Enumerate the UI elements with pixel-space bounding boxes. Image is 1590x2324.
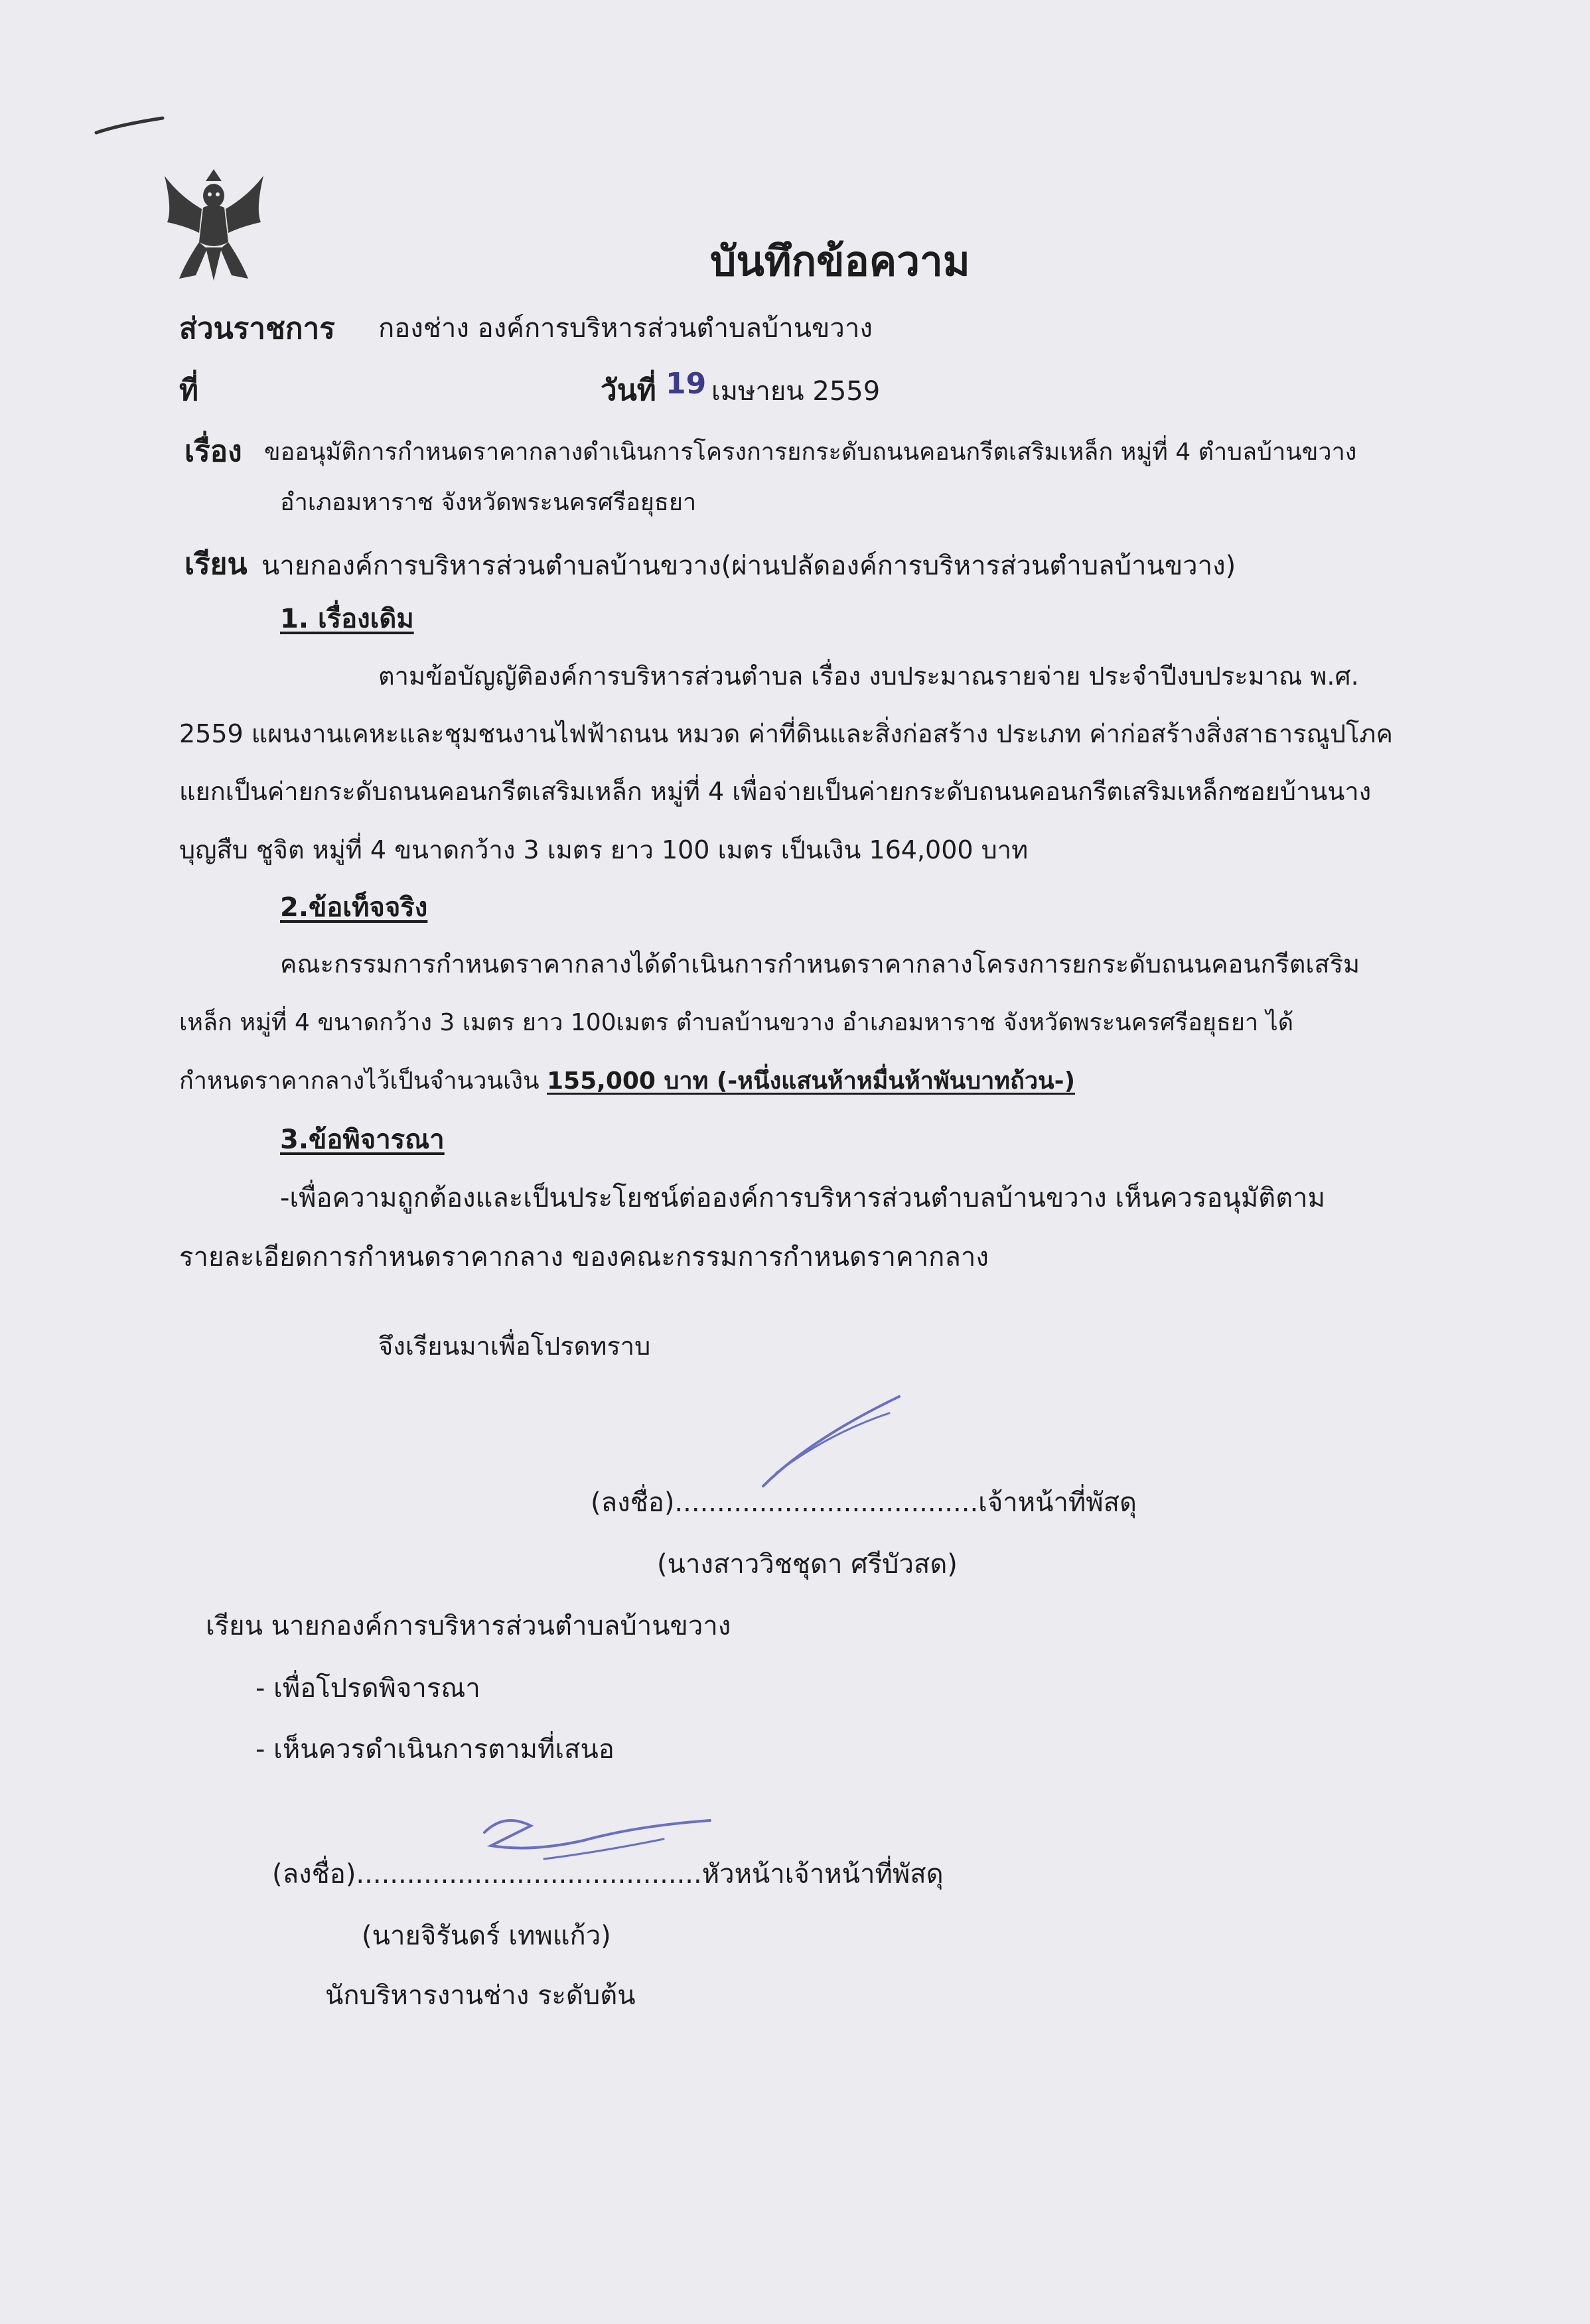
agency-label: ส่วนราชการ [179, 312, 335, 346]
section1-line: แยกเป็นค่ายกระดับถนนคอนกรีตเสริมเหล็ก หมู่ที่ 4 เพื่อจ่ายเป็นค่ายกระดับถนนคอนกรีตเสริมเหล็กซอยบ้านนาง [179, 777, 1372, 806]
section1-heading: 1. เรื่องเดิม [280, 604, 414, 634]
endorsement-to: เรียน นายกองค์การบริหารส่วนตำบลบ้านขวาง [206, 1611, 731, 1641]
garuda-emblem-icon [159, 169, 269, 282]
signer2-position: นักบริหารงานช่าง ระดับต้น [325, 1980, 636, 2011]
subject-label: เรื่อง [184, 435, 242, 468]
section2-line: เหล็ก หมู่ที่ 4 ขนาดกว้าง 3 เมตร ยาว 100เมตร ตำบลบ้านขวาง อำเภอมหาราช จังหวัดพระนครศรีอยุธยา ได้ [179, 1009, 1294, 1036]
closing-text: จึงเรียนมาเพื่อโปรดทราบ [378, 1332, 651, 1361]
section2-amount: 155,000 บาท (-หนึ่งแสนห้าหมื่นห้าพันบาทถ้วน-) [547, 1067, 1076, 1095]
to-value: นายกองค์การบริหารส่วนตำบลบ้านขวาง(ผ่านปลัดองค์การบริหารส่วนตำบลบ้านขวาง) [261, 551, 1236, 581]
doc-number-label: ที่ [179, 374, 199, 407]
signature-1 [750, 1393, 922, 1493]
memo-title: บันทึกข้อความ [710, 237, 970, 285]
signer1-name: (นางสาววิชชุดา ศรีบัวสด) [657, 1549, 958, 1580]
section2-heading: 2.ข้อเท็จจริง [280, 892, 428, 923]
signer1-sign-line: (ลงชื่อ)....................................เจ้าหน้าที่พัสดุ [591, 1487, 1137, 1518]
pen-mark [93, 113, 166, 139]
section1-line: บุญสืบ ชูจิต หมู่ที่ 4 ขนาดกว้าง 3 เมตร ยาว 100 เมตร เป็นเงิน 164,000 บาท [179, 835, 1029, 864]
section3-line: -เพื่อความถูกต้องและเป็นประโยชน์ต่อองค์การบริหารส่วนตำบลบ้านขวาง เห็นควรอนุมัติตาม [280, 1183, 1325, 1213]
signer2-sign-line: (ลงชื่อ).........................................หัวหน้าเจ้าหน้าที่พัสดุ [272, 1859, 944, 1889]
date-month-year: เมษายน 2559 [711, 376, 881, 407]
endorsement-item: - เห็นควรดำเนินการตามที่เสนอ [255, 1734, 614, 1765]
section2-line-3 [179, 1061, 1075, 1099]
section2-line3-prefix: กำหนดราคากลางไว้เป็นจำนวนเงิน [179, 1067, 547, 1095]
section2-line: คณะกรรมการกำหนดราคากลางได้ดำเนินการกำหนดราคากลางโครงการยกระดับถนนคอนกรีตเสริม [280, 949, 1360, 979]
to-label: เรียน [184, 547, 248, 581]
signer2-name: (นายจิรันดร์ เทพแก้ว) [362, 1921, 611, 1951]
section3-line: รายละเอียดการกำหนดราคากลาง ของคณะกรรมการกำหนดราคากลาง [179, 1242, 989, 1272]
agency-value: กองช่าง องค์การบริหารส่วนตำบลบ้านขวาง [378, 313, 873, 344]
section3-heading: 3.ข้อพิจารณา [280, 1125, 445, 1155]
section1-line: 2559 แผนงานเคหะและชุมชนงานไฟฟ้าถนน หมวด ค่าที่ดินและสิ่งก่อสร้าง ประเภท ค่าก่อสร้างสิ่งสาธารณูปโภค [179, 719, 1393, 748]
subject-line-2: อำเภอมหาราช จังหวัดพระนครศรีอยุธยา [280, 489, 697, 516]
date-day: 19 [666, 367, 707, 401]
subject-line-1: ขออนุมัติการกำหนดราคากลางดำเนินการโครงการยกระดับถนนคอนกรีตเสริมเหล็ก หมู่ที่ 4 ตำบลบ้านขวาง [264, 439, 1357, 466]
endorsement-item: - เพื่อโปรดพิจารณา [255, 1673, 480, 1704]
section1-line: ตามข้อบัญญัติองค์การบริหารส่วนตำบล เรื่อง งบประมาณรายจ่าย ประจำปีงบประมาณ พ.ศ. [378, 661, 1359, 691]
date-label: วันที่ [601, 374, 656, 407]
